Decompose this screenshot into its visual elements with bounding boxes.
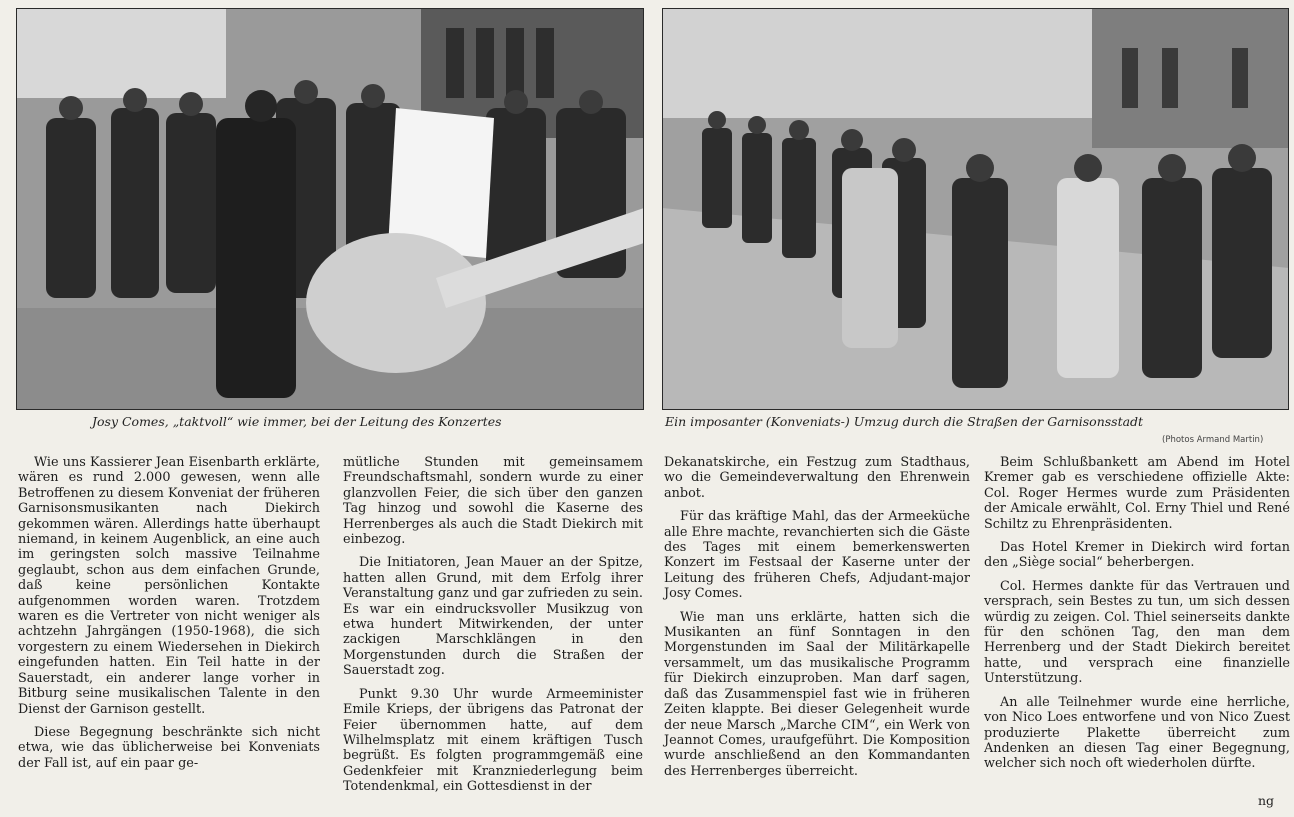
photo-band-conductor-image [16,8,644,410]
article-column-2 [343,455,643,803]
paragraph: Diese Begegnung beschränkte sich nicht etwa, wie das üblicherweise bei Konveniats der Fall ist, auf ein paar ge- [18,724,320,771]
article-column-4 [984,455,1290,780]
photo-band-conductor [16,8,644,410]
photo-caption-right: Ein imposanter (Konveniats-) Umzug durch die Straßen der Garnisonsstadt [665,414,1144,429]
paragraph: Dekanatskirche, ein Festzug zum Stadthaus, wo die Gemeindeverwaltung den Ehrenwein anbot. [664,455,970,501]
author-signature: ng [1258,793,1275,808]
photo-caption-left: Josy Comes, „taktvoll“ wie immer, bei der Leitung des Konzertes [92,414,502,429]
article-column-3 [664,455,970,787]
paragraph: Beim Schlußbankett am Abend im Hotel Kremer gab es verschiedene offizielle Akte: Col. Roger Hermes wurde zum Präsidenten der Amicale erwählt, Col. Erny Thiel und René Schiltz zu Ehrenpräsidenten. [984,455,1290,532]
paragraph: mütliche Stunden mit gemeinsamem Freundschaftsmahl, sondern wurde zu einer glanzvollen Feier, die sich über den ganzen Tag hinzog und sowohl die Kaserne des Herrenberges als auch die Stadt Diekirch mit einbezog. [343,455,643,548]
paragraph: Punkt 9.30 Uhr wurde Armeeminister Emile Krieps, der übrigens das Patronat der Feier übernommen hatte, auf dem Wilhelmsplatz mit einem kräftigen Tusch begrüßt. Es folgten programmgemäß eine Gedenkfeier mit Kranzniederlegung beim Totendenkmal, ein Gottesdienst in der [343,686,643,795]
photo-credit: (Photos Armand Martin) [1162,435,1264,445]
paragraph: Wie uns Kassierer Jean Eisenbarth erklärte, wären es rund 2.000 gewesen, wenn alle Betroffenen zu diesem Konveniat der früheren Garnisonsmusikanten nach Diekirch gekommen wären. Allerdings hatte überhaupt niemand, in keinem Augenblick, an eine auch im geringsten solch massive Teilnahme geglaubt, schon aus dem einfachen Grunde, daß keine persönlichen Kontakte aufgenommen worden waren. Trotzdem waren es die Vertreter von nicht weniger als achtzehn Jahrgängen (1950-1968), die sich vorgestern zu einem Wiedersehen in Diekirch eingefunden hatten. Ein Teil hatte in der Sauerstadt, ein anderer lange vorher in Bitburg seine musikalischen Talente in den Dienst der Garnison gestellt. [18,455,320,717]
photo-parade-image [662,8,1289,410]
paragraph: An alle Teilnehmer wurde eine herrliche, von Nico Loes entworfene und von Nico Zuest produzierte Plakette überreicht zum Andenken an diesen Tag einer Begegnung, welcher sich noch oft wiederholen dürfte. [984,694,1290,772]
paragraph: Wie man uns erklärte, hatten sich die Musikanten an fünf Sonntagen in den Morgenstunden im Saal der Militärkapelle versammelt, um das musikalische Programm für Diekirch einzuproben. Man darf sagen, daß das Zusammenspiel fast wie in früheren Zeiten klappte. Bei dieser Gelegenheit wurde der neue Marsch „Marche CIM“, ein Werk von Jeannot Comes, uraufgeführt. Die Komposition wurde anschließend an den Kommandanten des Herrenberges überreicht. [664,609,970,779]
paragraph: Für das kräftige Mahl, das der Armeeküche alle Ehre machte, revanchierten sich die Gäste des Tages mit einem bemerkenswerten Konzert im Festsaal der Kaserne unter der Leitung des früheren Chefs, Adjudant-major Josy Comes. [664,509,970,602]
paragraph: Die Initiatoren, Jean Mauer an der Spitze, hatten allen Grund, mit dem Erfolg ihrer Veranstaltung ganz und gar zufrieden zu sein. Es war ein eindrucksvoller Musikzug von etwa hundert Mitwirkenden, der unter zackigen Marschklängen in den Morgenstunden durch die Straßen der Sauerstadt zog. [343,555,643,679]
paragraph: Das Hotel Kremer in Diekirch wird fortan den „Siège social“ beherbergen. [984,540,1290,571]
photo-parade [662,8,1289,410]
article-column-1 [18,455,320,779]
paragraph: Col. Hermes dankte für das Vertrauen und versprach, sein Bestes zu tun, um sich dessen würdig zu zeigen. Col. Thiel seinerseits dankte für den schönen Tag, den man dem Herrenberg und der Stadt Diekirch bereitet hatte, und versprach eine finanzielle Unterstützung. [984,578,1290,687]
